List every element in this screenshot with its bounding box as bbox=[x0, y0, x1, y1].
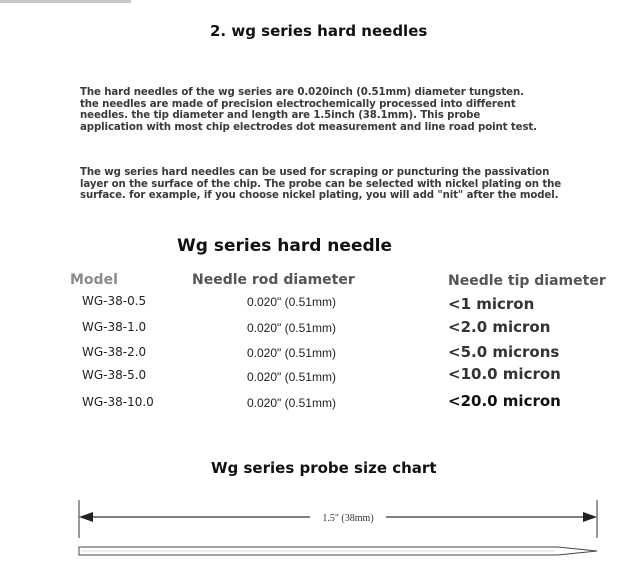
intro-line: The hard needles of the wg series are 0.020inch (0.51mm) diameter tungsten. bbox=[80, 87, 524, 98]
right-arrowhead bbox=[583, 512, 597, 522]
usage-line: layer on the surface of the chip. The probe can be selected with nickel plating on the bbox=[80, 178, 562, 190]
table-title: Wg series hard needle bbox=[177, 236, 392, 256]
tip-diameter-cell: <5.0 microns bbox=[448, 343, 560, 361]
intro-line: the needles are made of precision electrochemically processed into different bbox=[80, 98, 516, 110]
usage-paragraph bbox=[80, 167, 561, 202]
intro-line: needles. the tip diameter and length are 1.5inch (38.1mm). This probe bbox=[80, 110, 481, 122]
probe-size-diagram bbox=[0, 490, 618, 569]
rod-diameter-cell: 0.020" (0.51mm) bbox=[247, 321, 336, 335]
model-cell: WG-38-1.0 bbox=[82, 320, 147, 334]
intro-paragraph bbox=[80, 87, 537, 133]
column-header-model: Model bbox=[70, 272, 118, 288]
tip-diameter-cell: <10.0 micron bbox=[448, 365, 561, 383]
intro-line: application with most chip electrodes dot measurement and line road point test. bbox=[80, 121, 537, 133]
tip-diameter-cell: <1 micron bbox=[448, 295, 535, 313]
tip-diameter-cell: <2.0 micron bbox=[448, 318, 551, 336]
rod-diameter-cell: 0.020" (0.51mm) bbox=[247, 295, 336, 309]
usage-line: surface. for example, if you choose nickel plating, you will add "nit" after the model. bbox=[80, 190, 559, 202]
page-title: 2. wg series hard needles bbox=[210, 22, 428, 40]
rod-diameter-cell: 0.020" (0.51mm) bbox=[247, 370, 336, 384]
rod-diameter-cell: 0.020" (0.51mm) bbox=[247, 346, 336, 360]
top-edge-strip bbox=[0, 0, 131, 3]
usage-line: The wg series hard needles can be used for scraping or puncturing the passivation bbox=[80, 167, 550, 178]
model-cell: WG-38-10.0 bbox=[82, 395, 154, 409]
tip-diameter-cell: <20.0 micron bbox=[448, 392, 561, 410]
model-cell: WG-38-5.0 bbox=[82, 368, 147, 382]
left-arrowhead bbox=[79, 512, 93, 522]
rod-diameter-cell: 0.020" (0.51mm) bbox=[247, 396, 336, 410]
column-header-tip-diameter: Needle tip diameter bbox=[448, 273, 606, 289]
model-cell: WG-38-2.0 bbox=[82, 345, 147, 359]
model-cell: WG-38-0.5 bbox=[82, 294, 147, 308]
dimension-label: 1.5" (38mm) bbox=[322, 513, 374, 524]
column-header-rod-diameter: Needle rod diameter bbox=[192, 272, 355, 288]
size-chart-title: Wg series probe size chart bbox=[211, 459, 437, 477]
